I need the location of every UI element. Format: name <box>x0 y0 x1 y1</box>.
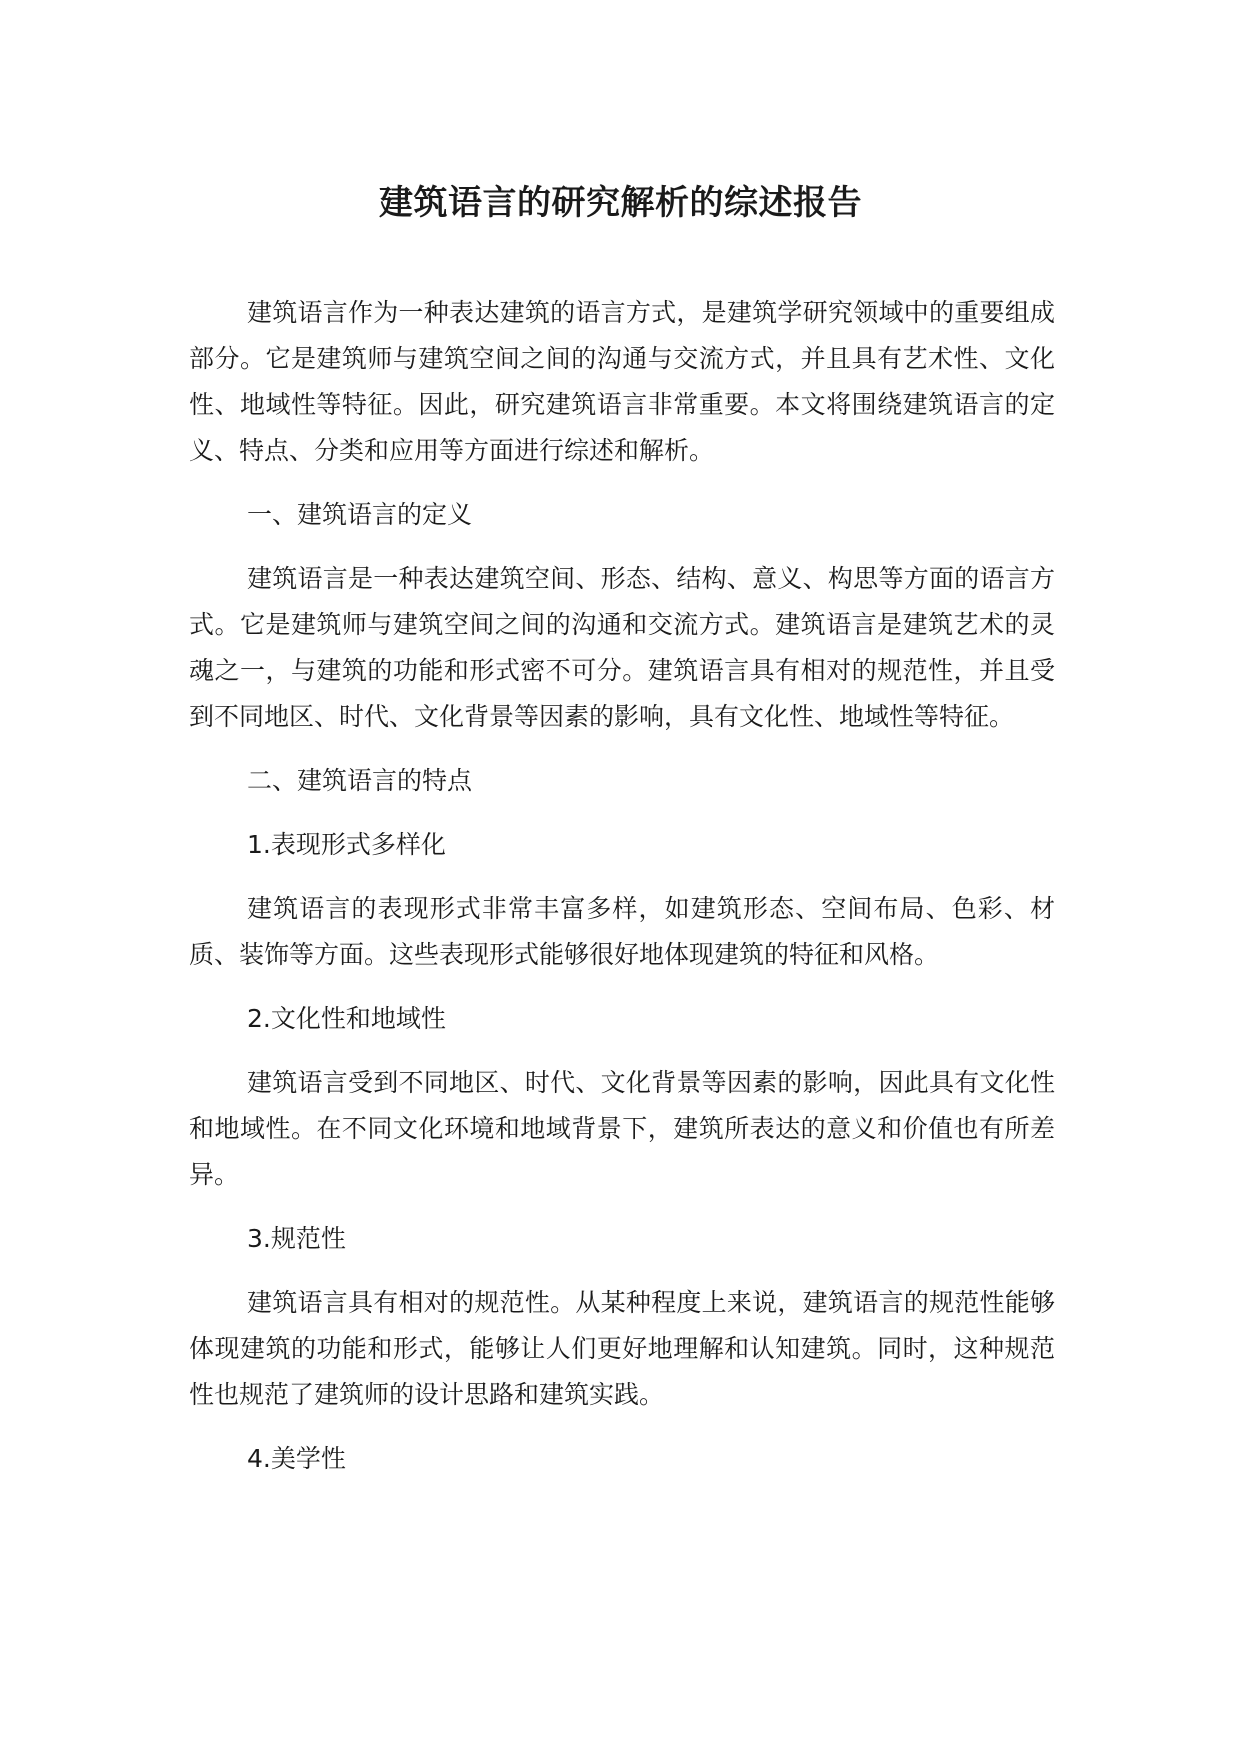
document-body <box>189 290 1055 1500</box>
subheading-culture-region: 2.文化性和地域性 <box>247 1004 446 1033</box>
subheading-normativity: 3.规范性 <box>247 1224 346 1253</box>
culture-region-paragraph: 建筑语言受到不同地区、时代、文化背景等因素的影响，因此具有文化性和地域性。在不同文化环境和地域背景下，建筑所表达的意义和价值也有所差异。 <box>189 1068 1055 1189</box>
section-heading-features: 二、建筑语言的特点 <box>247 766 473 795</box>
section-heading-definition: 一、建筑语言的定义 <box>247 500 473 529</box>
document-title: 建筑语言的研究解析的综述报告 <box>379 183 862 223</box>
normativity-paragraph: 建筑语言具有相对的规范性。从某种程度上来说，建筑语言的规范性能够体现建筑的功能和形式，能够让人们更好地理解和认知建筑。同时，这种规范性也规范了建筑师的设计思路和建筑实践。 <box>189 1288 1055 1409</box>
diverse-forms-paragraph: 建筑语言的表现形式非常丰富多样，如建筑形态、空间布局、色彩、材质、装饰等方面。这些表现形式能够很好地体现建筑的特征和风格。 <box>189 894 1055 969</box>
definition-paragraph: 建筑语言是一种表达建筑空间、形态、结构、意义、构思等方面的语言方式。它是建筑师与建筑空间之间的沟通和交流方式。建筑语言是建筑艺术的灵魂之一，与建筑的功能和形式密不可分。建筑语言具有相对的规范性，并且受到不同地区、时代、文化背景等因素的影响，具有文化性、地域性等特征。 <box>189 564 1055 731</box>
subheading-aesthetics: 4.美学性 <box>247 1444 346 1473</box>
subheading-diverse-forms: 1.表现形式多样化 <box>247 830 446 859</box>
intro-paragraph: 建筑语言作为一种表达建筑的语言方式，是建筑学研究领域中的重要组成部分。它是建筑师与建筑空间之间的沟通与交流方式，并且具有艺术性、文化性、地域性等特征。因此，研究建筑语言非常重要。本文将围绕建筑语言的定义、特点、分类和应用等方面进行综述和解析。 <box>189 298 1055 465</box>
